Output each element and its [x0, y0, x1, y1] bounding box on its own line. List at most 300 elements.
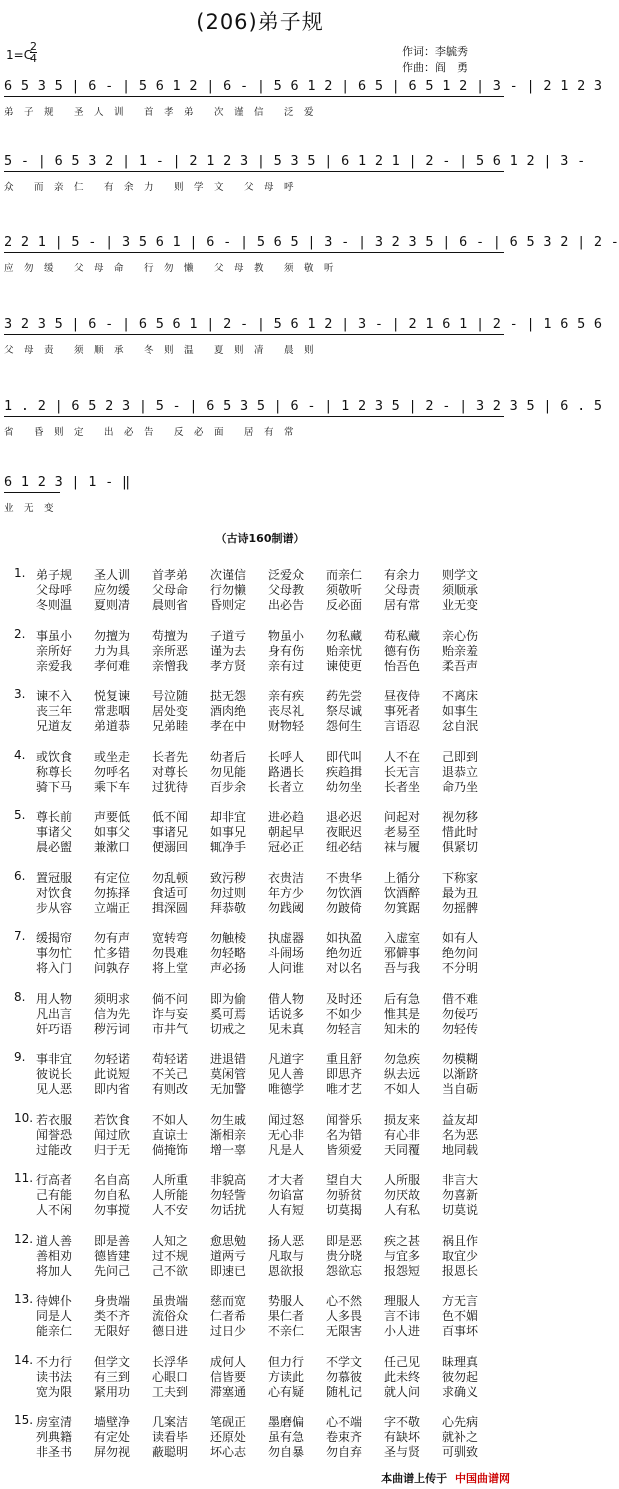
verse-number: 7. — [14, 929, 26, 943]
verse-phrase: 增一辜 — [210, 1142, 247, 1157]
verse-phrase: 先问己 — [94, 1263, 131, 1278]
verse-phrase: 事非宜 — [36, 1052, 73, 1066]
verse-phrase: 果仁者 — [268, 1309, 305, 1323]
composer-credit: 作曲：阎 勇 — [402, 61, 468, 74]
verse-phrase: 无加警 — [210, 1082, 247, 1096]
verse-phrase: 勿急疾 — [384, 1052, 421, 1066]
verse-phrase: 笔砚正 — [210, 1415, 247, 1429]
verse-number: 9. — [14, 1050, 26, 1064]
beam-underline — [4, 252, 504, 253]
verse-phrase: 当自砺 — [442, 1082, 479, 1096]
key-signature: 1=C — [6, 48, 33, 62]
verse-phrase: 事诸父 — [36, 825, 73, 839]
verse-phrase: 直谅士 — [152, 1127, 189, 1142]
verse-phrase: 切莫揭 — [326, 1203, 363, 1217]
verse-phrase: 圣与贤 — [384, 1445, 421, 1459]
verse-phrase: 居处变 — [152, 704, 189, 718]
verse-phrase: 不贵华 — [326, 870, 363, 885]
verse-phrase: 若饮食 — [94, 1112, 131, 1127]
verse-phrase: 己有能 — [36, 1188, 73, 1202]
verse-number: 15. — [14, 1413, 34, 1427]
verse-phrase: 父母教 — [268, 583, 305, 597]
verse-phrase: 斗闹场 — [268, 946, 305, 960]
verse-number: 12. — [14, 1231, 34, 1246]
verse-phrase: 疾之甚 — [384, 1233, 421, 1248]
verse-phrase: 仁者希 — [210, 1309, 247, 1323]
verse-phrase: 言语忍 — [384, 719, 421, 733]
verse-phrase: 便溺回 — [152, 840, 189, 854]
verse-phrase: 亲憎我 — [152, 658, 189, 673]
verse-phrase: 退恭立 — [442, 764, 479, 779]
verse-phrase: 随札记 — [326, 1384, 363, 1399]
verse-phrase: 勿喜新 — [442, 1188, 479, 1202]
verse-row — [36, 778, 500, 795]
verse-phrase: 屏勿视 — [94, 1445, 131, 1459]
verse-phrase: 身贵端 — [94, 1294, 131, 1308]
verse-phrase: 对饮食 — [36, 885, 73, 900]
verse-phrase: 幼者后 — [210, 749, 247, 764]
verse-phrase: 唯德学 — [268, 1082, 305, 1096]
verse-phrase: 墨磨偏 — [268, 1415, 305, 1429]
verse-phrase: 退必迟 — [326, 810, 363, 824]
verse-phrase: 绝勿近 — [326, 946, 363, 960]
verse-phrase: 亲心伤 — [442, 628, 479, 643]
verse-phrase: 须明求 — [94, 991, 131, 1006]
verse-phrase: 泛爱众 — [268, 568, 305, 582]
verse-phrase: 不离床 — [442, 689, 479, 703]
verse-phrase: 慈而宽 — [210, 1294, 247, 1308]
verse-phrase: 父母命 — [152, 583, 189, 597]
verse-phrase: 工夫到 — [152, 1384, 189, 1399]
verse-phrase: 长呼人 — [268, 749, 305, 764]
verse-phrase: 勿轻言 — [326, 1021, 363, 1036]
notation-line: 1 . 2 | 6 5 2 3 | 5 - | 6 5 3 5 | 6 - | 1 2 3 5 | 2 - | 3 2 3 5 | 6 . 5 — [4, 398, 603, 414]
verse-phrase: 类不齐 — [94, 1309, 131, 1323]
verse-phrase: 勿私藏 — [326, 628, 363, 643]
verse-phrase: 勿佞巧 — [442, 1006, 479, 1021]
verse-phrase: 墙壁净 — [94, 1415, 131, 1429]
verse-phrase: 奸巧语 — [36, 1021, 73, 1036]
verse-phrase: 彼说长 — [36, 1067, 73, 1081]
verse-phrase: 勿过则 — [210, 885, 247, 900]
verse-phrase: 勿谄富 — [268, 1188, 305, 1202]
verse-phrase: 父母责 — [384, 583, 421, 597]
verse-row — [36, 1020, 500, 1037]
verse-phrase: 以渐跻 — [442, 1067, 479, 1081]
verse-phrase: 惜此时 — [442, 825, 479, 839]
verse-phrase: 势服人 — [268, 1294, 305, 1308]
verse-phrase: 缓揭帘 — [36, 931, 73, 945]
verse-phrase: 对以名 — [326, 961, 363, 975]
verse-phrase: 药先尝 — [326, 689, 363, 703]
verse-phrase: 谨为去 — [210, 643, 247, 658]
verse-phrase: 称尊长 — [36, 764, 73, 779]
verse-phrase: 勿慕彼 — [326, 1369, 363, 1384]
verse-phrase: 凡是人 — [268, 1142, 305, 1157]
verse-phrase: 如有人 — [442, 931, 479, 945]
verse-phrase: 勿轻略 — [210, 946, 247, 960]
verse-phrase: 勿乱顿 — [152, 870, 189, 885]
verse-phrase: 孝方贤 — [210, 658, 247, 673]
verse-phrase: 闻过怒 — [268, 1112, 305, 1127]
verse-phrase: 己即到 — [442, 749, 479, 764]
verse-phrase: 话说多 — [268, 1006, 305, 1021]
verse-phrase: 有则改 — [152, 1082, 189, 1096]
verse-phrase: 见人恶 — [36, 1082, 73, 1096]
verse-phrase: 人不在 — [384, 749, 421, 764]
verse-phrase: 揖深圆 — [152, 900, 189, 915]
verse-phrase: 如事生 — [442, 704, 479, 718]
verse-phrase: 求确义 — [442, 1384, 479, 1399]
verse-phrase: 惟其是 — [384, 1006, 421, 1021]
verse-phrase: 忙多错 — [94, 946, 131, 960]
verse-phrase: 名为错 — [326, 1127, 363, 1142]
verse-phrase: 归于无 — [94, 1142, 131, 1157]
verse-phrase: 入虚室 — [384, 931, 421, 945]
verse-phrase: 须顺承 — [442, 583, 479, 597]
verse-phrase: 怨欲忘 — [326, 1263, 363, 1278]
verse-phrase: 下称家 — [442, 870, 479, 885]
verse-phrase: 勿践阈 — [268, 900, 305, 915]
verse-phrase: 过日少 — [210, 1324, 247, 1338]
verse-phrase: 应勿缓 — [94, 583, 131, 597]
verse-phrase: 宽转弯 — [152, 931, 189, 945]
verse-phrase: 纽必结 — [326, 840, 363, 854]
verse-phrase: 勿拣择 — [94, 885, 131, 900]
verse-phrase: 渐相亲 — [210, 1127, 247, 1142]
verse-phrase: 骑下马 — [36, 779, 73, 794]
verse-phrase: 能亲仁 — [36, 1324, 73, 1338]
verse-phrase: 长浮华 — [152, 1354, 189, 1369]
verse-phrase: 不关己 — [152, 1067, 189, 1081]
verse-phrase: 人有短 — [268, 1203, 305, 1217]
verse-number: 13. — [14, 1292, 34, 1306]
verse-phrase: 秽污词 — [94, 1021, 131, 1036]
verse-number: 14. — [14, 1352, 34, 1367]
verse-phrase: 后有急 — [384, 991, 421, 1006]
verse-number: 2. — [14, 626, 26, 641]
verse-number: 4. — [14, 747, 26, 762]
verse-phrase: 房室清 — [36, 1415, 73, 1429]
verse-phrase: 邪僻事 — [384, 946, 421, 960]
notation-line: 6 5 3 5 | 6 - | 5 6 1 2 | 6 - | 5 6 1 2 | 6 5 | 6 5 1 2 | 3 - | 2 1 2 3 — [4, 78, 603, 94]
lyric-line: 众 而 亲 仁 有 余 力 则 学 文 父 母 呼 — [4, 182, 295, 193]
verse-phrase: 人所重 — [152, 1173, 189, 1187]
verse-phrase: 食适可 — [152, 885, 189, 900]
verse-phrase: 兄道友 — [36, 719, 73, 733]
verse-phrase: 行高者 — [36, 1173, 73, 1187]
verse-phrase: 子道亏 — [210, 628, 247, 643]
verse-phrase: 身有伤 — [268, 643, 305, 658]
verse-phrase: 昼夜侍 — [384, 689, 421, 703]
verse-phrase: 心不然 — [326, 1294, 363, 1308]
verse-phrase: 道两亏 — [210, 1248, 247, 1263]
verse-phrase: 奚可焉 — [210, 1006, 247, 1021]
verse-phrase: 长无言 — [384, 764, 421, 779]
verse-phrase: 有三到 — [94, 1369, 131, 1384]
score-system — [0, 78, 603, 154]
verse-phrase: 虽贵端 — [152, 1294, 189, 1308]
verse-phrase: 见未真 — [268, 1021, 305, 1036]
verse-phrase: 勿话扰 — [210, 1203, 247, 1217]
verse-phrase: 命乃坐 — [442, 779, 479, 794]
verse-phrase: 进必趋 — [268, 810, 305, 824]
verse-phrase: 色不媚 — [442, 1309, 479, 1323]
verse-phrase: 物虽小 — [268, 628, 305, 643]
verse-phrase: 取宜少 — [442, 1248, 479, 1263]
score-system — [0, 234, 619, 310]
verse-phrase: 悦复谏 — [94, 689, 131, 703]
verse-phrase: 德日进 — [152, 1324, 189, 1338]
verse-phrase: 读书法 — [36, 1369, 73, 1384]
lyricist-credit: 作词：李毓秀 — [402, 45, 468, 58]
verse-phrase: 滞塞通 — [210, 1384, 247, 1399]
verse-phrase: 丧三年 — [36, 704, 73, 718]
verse-phrase: 行勿懒 — [210, 583, 247, 597]
verse-phrase: 贻亲忧 — [326, 643, 363, 658]
verse-phrase: 弟道恭 — [94, 719, 131, 733]
verse-phrase: 问起对 — [384, 810, 421, 824]
notation-line: 3 2 3 5 | 6 - | 6 5 6 1 | 2 - | 5 6 1 2 | 3 - | 2 1 6 1 | 2 - | 1 6 5 6 — [4, 316, 603, 332]
notation-line: 5 - | 6 5 3 2 | 1 - | 2 1 2 3 | 5 3 5 | 6 1 2 1 | 2 - | 5 6 1 2 | 3 - — [4, 153, 586, 169]
verse-phrase: 过犹待 — [152, 779, 189, 794]
verse-phrase: 朝起早 — [268, 825, 305, 839]
upload-footer — [381, 1470, 510, 1486]
verse-phrase: 还原处 — [210, 1430, 247, 1444]
verse-phrase: 损友来 — [384, 1112, 421, 1127]
verse-phrase: 袜与履 — [384, 840, 421, 854]
verse-phrase: 晨必盥 — [36, 840, 73, 854]
verse-phrase: 才大者 — [268, 1173, 305, 1187]
verse-phrase: 勿见能 — [210, 764, 247, 779]
verse-phrase: 勿厌故 — [384, 1188, 421, 1202]
verse-phrase: 勿有声 — [94, 931, 131, 945]
verse-phrase: 夏则凊 — [94, 598, 131, 612]
verse-phrase: 百事坏 — [442, 1324, 479, 1338]
verse-phrase: 虽有急 — [268, 1430, 305, 1444]
verse-phrase: 即内省 — [94, 1082, 131, 1096]
verse-phrase: 信皆要 — [210, 1369, 247, 1384]
verse-phrase: 恩欲报 — [268, 1263, 305, 1278]
verse-phrase: 柔吾声 — [442, 658, 479, 673]
verse-phrase: 次谨信 — [210, 568, 247, 582]
verse-phrase: 苟轻诺 — [152, 1052, 189, 1066]
site-logo[interactable]: 中国曲谱网 — [455, 1472, 510, 1485]
verse-phrase: 愈思勉 — [210, 1233, 247, 1248]
score-system — [0, 316, 603, 392]
verse-row — [36, 596, 500, 613]
verse-phrase: 过能改 — [36, 1142, 73, 1157]
verse-phrase: 彼勿起 — [442, 1369, 479, 1384]
verse-row — [36, 1201, 500, 1218]
score-system — [0, 398, 603, 474]
verse-phrase: 非圣书 — [36, 1445, 73, 1459]
verse-phrase: 事死者 — [384, 704, 421, 718]
verse-phrase: 视勿移 — [442, 810, 479, 824]
beam-underline — [4, 492, 60, 493]
verse-phrase: 勿畏难 — [152, 946, 189, 960]
verse-phrase: 置冠服 — [36, 870, 73, 885]
verse-phrase: 酒肉绝 — [210, 704, 247, 718]
verse-phrase: 进退错 — [210, 1052, 247, 1066]
verse-phrase: 疾趋揖 — [326, 764, 363, 779]
verse-phrase: 冠必正 — [268, 840, 305, 854]
verse-phrase: 人所能 — [152, 1188, 189, 1202]
verse-row — [36, 657, 500, 674]
verse-phrase: 闻誉恐 — [36, 1127, 73, 1142]
verse-number: 5. — [14, 808, 26, 822]
verse-phrase: 己不欲 — [152, 1263, 189, 1278]
verse-phrase: 卷束齐 — [326, 1430, 363, 1444]
verse-phrase: 须敬听 — [326, 583, 363, 597]
verse-phrase: 但力行 — [268, 1354, 305, 1369]
verse-phrase: 同是人 — [36, 1309, 73, 1323]
verse-phrase: 乘下车 — [94, 779, 131, 794]
verse-phrase: 年方少 — [268, 885, 305, 900]
verse-phrase: 凡出言 — [36, 1006, 73, 1021]
verse-phrase: 勿自暴 — [268, 1445, 305, 1459]
notation-line: 6 1 2 3 | 1 - ‖ — [4, 474, 131, 490]
verse-phrase: 出必告 — [268, 598, 305, 612]
verse-phrase: 有余力 — [384, 568, 421, 582]
verse-phrase: 几案洁 — [152, 1415, 189, 1429]
verse-phrase: 倘掩饰 — [152, 1142, 189, 1157]
verse-phrase: 切莫说 — [442, 1203, 479, 1217]
verse-phrase: 百步余 — [210, 779, 247, 794]
verse-phrase: 过不规 — [152, 1248, 189, 1263]
verse-phrase: 低不闻 — [152, 810, 189, 824]
verse-phrase: 谏使更 — [326, 658, 363, 673]
verse-phrase: 贵分晓 — [326, 1248, 363, 1263]
verse-phrase: 心先病 — [442, 1415, 479, 1429]
verse-phrase: 兼漱口 — [94, 840, 131, 854]
verse-phrase: 衣贵洁 — [268, 870, 305, 885]
verse-phrase: 丧尽礼 — [268, 704, 305, 718]
verse-phrase: 长者立 — [268, 779, 305, 794]
verse-phrase: 或坐走 — [94, 749, 131, 764]
verse-phrase: 如执盈 — [326, 931, 363, 945]
verse-phrase: 皆须爱 — [326, 1142, 363, 1157]
verse-phrase: 执虚器 — [268, 931, 305, 945]
verse-phrase: 路遇长 — [268, 764, 305, 779]
verse-phrase: 弟子规 — [36, 568, 73, 582]
verse-phrase: 即是善 — [94, 1233, 131, 1248]
verse-phrase: 财物轻 — [268, 719, 305, 733]
verse-phrase: 有缺坏 — [384, 1430, 421, 1444]
verse-phrase: 亲所恶 — [152, 643, 189, 658]
verse-phrase: 心不端 — [326, 1415, 363, 1429]
verse-phrase: 对尊长 — [152, 764, 189, 779]
verse-phrase: 勿骄贫 — [326, 1188, 363, 1202]
verse-phrase: 勿自弃 — [326, 1445, 363, 1459]
verse-phrase: 贻亲羞 — [442, 643, 479, 658]
verse-phrase: 言不讳 — [384, 1309, 421, 1323]
verse-phrase: 凡道字 — [268, 1052, 305, 1066]
verse-phrase: 心有疑 — [268, 1384, 305, 1399]
verse-phrase: 报恩长 — [442, 1263, 479, 1278]
verse-phrase: 非貌高 — [210, 1173, 247, 1187]
verse-phrase: 孝何难 — [94, 658, 131, 673]
verse-phrase: 市井气 — [152, 1021, 189, 1036]
verse-phrase: 此说短 — [94, 1067, 131, 1081]
verse-phrase: 诈与妄 — [152, 1006, 189, 1021]
verse-phrase: 常悲咽 — [94, 704, 131, 718]
verse-row — [36, 717, 500, 734]
verse-phrase: 即是恶 — [326, 1233, 363, 1248]
verse-phrase: 亲有疾 — [268, 689, 305, 703]
verse-phrase: 长者坐 — [384, 779, 421, 794]
verse-phrase: 拜恭敬 — [210, 900, 247, 915]
verse-phrase: 长者先 — [152, 749, 189, 764]
verse-phrase: 勿模糊 — [442, 1052, 479, 1066]
verse-phrase: 凡取与 — [268, 1248, 305, 1263]
verse-phrase: 流俗众 — [152, 1309, 189, 1323]
verse-phrase: 成何人 — [210, 1354, 247, 1369]
verse-number: 10. — [14, 1110, 34, 1125]
verse-phrase: 将上堂 — [152, 961, 189, 975]
verse-phrase: 人不安 — [152, 1203, 189, 1217]
verse-row — [36, 1383, 500, 1400]
verse-phrase: 勿呼名 — [94, 764, 131, 779]
verse-phrase: 就补之 — [442, 1430, 479, 1444]
verse-phrase: 事勿忙 — [36, 946, 73, 960]
verse-phrase: 德有伤 — [384, 643, 421, 658]
verse-phrase: 天同覆 — [384, 1142, 421, 1157]
verse-row — [36, 1322, 500, 1339]
verse-phrase: 人所服 — [384, 1173, 421, 1187]
verse-phrase: 人不闲 — [36, 1203, 73, 1217]
verse-phrase: 列典籍 — [36, 1430, 73, 1444]
meter-top: 2 — [30, 40, 37, 53]
verse-phrase: 用人物 — [36, 991, 73, 1006]
verse-phrase: 业无变 — [442, 598, 479, 612]
verse-phrase: 亲爱我 — [36, 658, 73, 673]
verse-phrase: 绝勿问 — [442, 946, 479, 960]
verse-phrase: 字不敬 — [384, 1415, 421, 1429]
verse-phrase: 力为具 — [94, 643, 131, 658]
verse-row — [36, 959, 500, 976]
verse-phrase: 立端正 — [94, 900, 131, 915]
verse-phrase: 蔽聪明 — [152, 1445, 189, 1459]
verse-phrase: 不亲仁 — [268, 1324, 305, 1338]
verse-phrase: 勿箕踞 — [384, 900, 421, 915]
verse-phrase: 德皆建 — [94, 1248, 131, 1263]
verse-phrase: 尊长前 — [36, 810, 73, 824]
verse-phrase: 饮酒醉 — [384, 885, 421, 900]
verse-phrase: 最为丑 — [442, 885, 479, 900]
verse-number: 6. — [14, 868, 26, 883]
verse-phrase: 不分明 — [442, 961, 479, 975]
lyric-line: 省 昏 则 定 出 必 告 反 必 面 居 有 常 — [4, 427, 295, 438]
verse-phrase: 居有常 — [384, 598, 421, 612]
verse-phrase: 晨则省 — [152, 598, 189, 612]
verse-phrase: 即代叫 — [326, 749, 363, 764]
verse-phrase: 苟擅为 — [152, 628, 189, 643]
verse-phrase: 问孰存 — [94, 961, 131, 975]
verse-phrase: 方读此 — [268, 1369, 305, 1384]
verse-number: 3. — [14, 687, 26, 701]
lyric-line: 弟 子 规 圣 人 训 首 孝 弟 次 谨 信 泛 爱 — [4, 107, 315, 118]
verse-phrase: 人多畏 — [326, 1309, 363, 1323]
verse-phrase: 即速已 — [210, 1263, 247, 1278]
verse-phrase: 上循分 — [384, 870, 421, 885]
verse-phrase: 信为先 — [94, 1006, 131, 1021]
verse-phrase: 怨何生 — [326, 719, 363, 733]
meter-bottom: 4 — [30, 52, 37, 65]
verse-phrase: 谏不入 — [36, 689, 73, 703]
verse-phrase: 此未终 — [384, 1369, 421, 1384]
verse-row — [36, 1443, 500, 1460]
